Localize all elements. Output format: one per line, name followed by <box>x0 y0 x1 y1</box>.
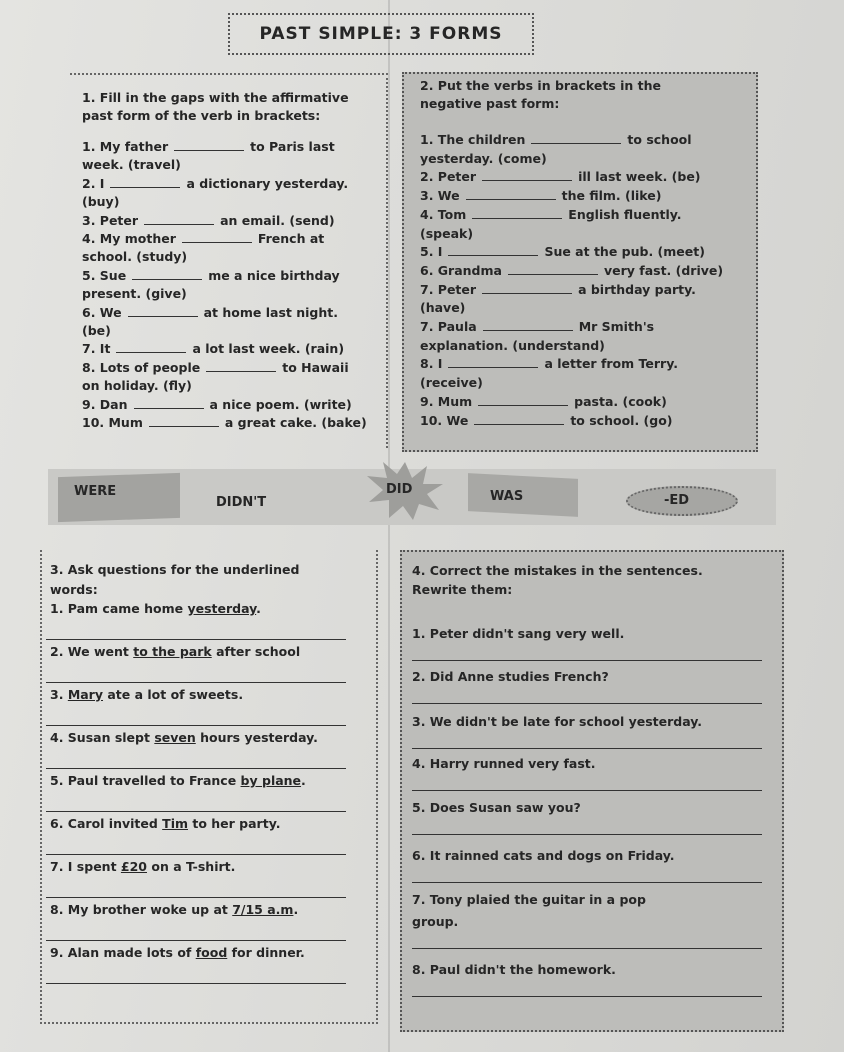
ex3-heading-1: 3. Ask questions for the underlined <box>50 562 300 577</box>
ex1-item-text: on holiday. (fly) <box>82 378 192 394</box>
ex1-item <box>82 176 348 191</box>
ex3-question <box>50 644 300 659</box>
ex1-item-text: 3. Peter <box>82 212 139 228</box>
ex2-item <box>420 207 681 222</box>
ex4-answer-line[interactable] <box>412 790 762 791</box>
ex2-answer-blank[interactable] <box>478 395 568 406</box>
ex1-item-text: (be) <box>82 323 111 338</box>
ex2-item-text: 2. Peter <box>420 169 477 185</box>
ex4-sentence: group. <box>412 914 459 929</box>
ex3-question-end: on a T-shirt. <box>147 859 236 874</box>
ex1-item <box>82 323 111 338</box>
ex2-heading-1: 2. Put the verbs in brackets in the <box>420 78 662 93</box>
ex3-answer-line[interactable] <box>46 897 346 898</box>
ex2-item <box>420 282 696 297</box>
ex3-underlined-word: by plane <box>240 773 302 788</box>
ex3-question-end: after school <box>211 644 301 659</box>
ex1-answer-blank[interactable] <box>128 306 198 317</box>
ex4-answer-line[interactable] <box>412 703 762 704</box>
ex2-item-text: (receive) <box>420 375 483 391</box>
ex1-answer-blank[interactable] <box>174 140 244 151</box>
ex2-item-text: 8. I <box>420 356 443 372</box>
ex4-sentence: 8. Paul didn't the homework. <box>412 962 616 977</box>
ex2-answer-blank[interactable] <box>482 170 572 181</box>
ex1-item <box>82 360 349 375</box>
ex3-question-start: 8. My brother woke up at <box>50 902 233 917</box>
ex2-item <box>420 413 673 428</box>
ex4-answer-line[interactable] <box>412 660 762 661</box>
ex4-answer-line[interactable] <box>412 948 762 949</box>
ex2-item-text-end: Sue at the pub. (meet) <box>544 244 705 260</box>
ex1-item-text: week. (travel) <box>82 157 181 173</box>
ex1-item-text: 5. Sue <box>82 267 127 283</box>
ex2-item <box>420 356 678 371</box>
ex2-item-text-end: pasta. (cook) <box>574 393 667 409</box>
ex1-item <box>82 268 340 283</box>
ex1-answer-blank[interactable] <box>110 177 180 188</box>
did-word: DID <box>386 482 413 497</box>
ex3-question-start: 4. Susan slept <box>50 730 155 745</box>
ex2-heading-2: negative past form: <box>420 96 560 111</box>
ex1-item-text-end: to Hawaii <box>282 359 349 375</box>
ex2-item-text-end: a letter from Terry. <box>544 356 678 372</box>
ex3-question <box>50 816 280 831</box>
ex1-item-text: 8. Lots of people <box>82 359 201 375</box>
ex3-underlined-word: £20 <box>120 859 147 874</box>
ex3-question-start: 6. Carol invited <box>50 816 163 831</box>
ex1-item-text: (buy) <box>82 194 120 210</box>
ex2-item-text: 7. Paula <box>420 319 477 334</box>
ex2-item-text-end: ill last week. (be) <box>578 169 701 185</box>
ex3-question <box>50 773 306 788</box>
ex3-question-start: 7. I spent <box>50 859 121 874</box>
ex3-question-start: 2. We went <box>50 644 134 659</box>
ex3-underlined-word: Mary <box>67 687 103 702</box>
ex1-item <box>82 213 335 228</box>
ex4-answer-line[interactable] <box>412 996 762 997</box>
ex2-item-text-end: English fluently. <box>568 206 682 222</box>
ex1-item-text-end: a nice poem. (write) <box>209 396 352 412</box>
ex2-item-text: 4. Tom <box>420 206 467 222</box>
exercise-4-box <box>400 550 784 1032</box>
ex2-item <box>420 169 701 184</box>
ex4-heading-1: 4. Correct the mistakes in the sentences. <box>412 563 703 578</box>
ex1-item <box>82 415 367 430</box>
ex3-answer-line[interactable] <box>46 725 346 726</box>
ex2-item-text: 7. Peter <box>420 281 477 297</box>
ex3-question-end: . <box>293 902 299 917</box>
ex1-item-text: 10. Mum <box>82 415 143 430</box>
ex1-item <box>82 249 187 264</box>
ex4-heading-2: Rewrite them: <box>412 582 513 597</box>
ex1-heading-1: 1. Fill in the gaps with the affirmative <box>82 90 349 105</box>
ex3-question-end: for dinner. <box>227 945 305 960</box>
ex4-sentence: 7. Tony plaied the guitar in a pop <box>412 892 646 907</box>
ex1-item-text: 1. My father <box>82 139 169 154</box>
ex3-heading-2: words: <box>50 582 98 597</box>
ex3-underlined-word: seven <box>154 730 196 745</box>
ex1-item-text: present. (give) <box>82 286 187 302</box>
ex1-item-text: 7. It <box>82 341 111 357</box>
ex3-question-end: . <box>256 601 261 616</box>
ex2-item <box>420 132 692 147</box>
ex4-sentence: 5. Does Susan saw you? <box>412 800 581 815</box>
ex3-question <box>50 945 305 960</box>
ex2-item <box>420 394 667 409</box>
ex4-sentence: 6. It rainned cats and dogs on Friday. <box>412 848 675 863</box>
ex4-answer-line[interactable] <box>412 882 762 883</box>
ex3-question-start: 9. Alan made lots of <box>50 945 196 960</box>
ex1-item <box>82 397 352 412</box>
ex2-answer-blank[interactable] <box>531 133 621 144</box>
ex2-item <box>420 188 661 203</box>
ex2-item-text: 10. We <box>420 412 469 428</box>
ex2-answer-blank[interactable] <box>448 245 538 256</box>
ex2-item <box>420 151 547 166</box>
ex3-answer-line[interactable] <box>46 639 346 640</box>
ex3-question-end: to her party. <box>188 816 281 831</box>
ex1-item <box>82 157 181 172</box>
ex1-item-text: 2. I <box>82 175 105 191</box>
ex3-question <box>50 687 243 702</box>
ex2-item-text-end: to school <box>627 132 692 147</box>
ex2-item-text: (speak) <box>420 225 474 241</box>
ex3-answer-line[interactable] <box>46 940 346 941</box>
ex1-item-text-end: me a nice birthday <box>208 267 340 283</box>
ex2-item <box>420 244 705 259</box>
ex1-item <box>82 378 192 393</box>
ex1-answer-blank[interactable] <box>134 398 204 409</box>
was-word: WAS <box>490 489 524 504</box>
ex3-question <box>50 601 261 616</box>
ex2-answer-blank[interactable] <box>448 357 538 368</box>
worksheet-title: PAST SIMPLE: 3 FORMS <box>228 13 534 55</box>
ex3-question-start: 5. Paul travelled to France <box>50 773 241 788</box>
ex4-answer-line[interactable] <box>412 748 762 749</box>
ex3-answer-line[interactable] <box>46 768 346 769</box>
ex2-item-text: 3. We <box>420 188 460 204</box>
ex1-item-text: school. (study) <box>82 249 188 265</box>
ex3-underlined-word: food <box>195 945 228 960</box>
ex2-answer-blank[interactable] <box>466 189 556 200</box>
ex1-item <box>82 194 119 209</box>
ex3-question-end: ate a lot of sweets. <box>103 687 244 702</box>
ex3-answer-line[interactable] <box>46 811 346 812</box>
ex3-question <box>50 859 235 874</box>
ex3-underlined-word: yesterday <box>187 601 257 616</box>
ex2-item-text: yesterday. (come) <box>420 150 547 166</box>
ex2-item <box>420 338 605 353</box>
ex2-answer-blank[interactable] <box>483 320 573 331</box>
ex3-underlined-word: to the park <box>133 644 212 659</box>
were-word: WERE <box>74 484 117 499</box>
ex1-item-text-end: an email. (send) <box>220 212 335 228</box>
ex1-item-text: 6. We <box>82 304 122 320</box>
ed-word: -ED <box>664 493 690 508</box>
ex3-answer-line[interactable] <box>46 854 346 855</box>
ex3-question-end: hours yesterday. <box>195 730 318 745</box>
ex4-sentence: 3. We didn't be late for school yesterday. <box>412 714 703 729</box>
ex4-answer-line[interactable] <box>412 834 762 835</box>
ex1-item <box>82 305 338 320</box>
ex1-answer-blank[interactable] <box>144 214 214 225</box>
ex3-answer-line[interactable] <box>46 983 346 984</box>
ex2-item-text-end: Mr Smith's <box>578 319 655 334</box>
ex2-item-text-end: the film. (like) <box>561 188 662 204</box>
ex1-answer-blank[interactable] <box>116 342 186 353</box>
ex2-item <box>420 263 723 278</box>
ex3-question <box>50 730 318 745</box>
ex1-item-text-end: French at <box>257 231 325 246</box>
ex2-item-text: 5. I <box>420 244 443 260</box>
ex1-item <box>82 286 187 301</box>
ex2-item <box>420 319 654 334</box>
ex2-item <box>420 300 465 315</box>
ex3-question <box>50 902 298 917</box>
ex2-item-text: 9. Mum <box>420 393 473 409</box>
ex2-item-text: (have) <box>420 300 466 316</box>
ex1-item-text-end: at home last night. <box>203 304 338 320</box>
ex2-item-text-end: very fast. (drive) <box>603 262 724 278</box>
ex2-item-text-end: to school. (go) <box>570 412 673 428</box>
ex3-answer-line[interactable] <box>46 682 346 683</box>
ex4-sentence: 1. Peter didn't sang very well. <box>412 626 625 641</box>
ex2-item-text: explanation. (understand) <box>420 337 605 353</box>
ex3-underlined-word: Tim <box>162 816 189 831</box>
ex2-item <box>420 226 473 241</box>
ex1-item <box>82 231 324 246</box>
ex2-answer-blank[interactable] <box>472 208 562 219</box>
ex3-question-start: 1. Pam came home <box>50 601 188 616</box>
ex1-item-text-end: a lot last week. (rain) <box>192 341 345 357</box>
ex3-question-start: 3. <box>50 687 68 702</box>
ex1-item-text-end: to Paris last <box>250 139 335 154</box>
ex1-item-text-end: a great cake. (bake) <box>224 415 367 430</box>
ex1-answer-blank[interactable] <box>182 232 252 243</box>
ex2-item-text-end: a birthday party. <box>578 281 696 297</box>
ex2-item-text: 1. The children <box>420 132 526 147</box>
ex4-sentence: 2. Did Anne studies French? <box>412 669 609 684</box>
ex1-heading-2: past form of the verb in brackets: <box>82 108 321 123</box>
page-fold <box>388 0 390 1052</box>
ex1-answer-blank[interactable] <box>206 361 276 372</box>
ex1-item <box>82 341 344 356</box>
ex3-question-end: . <box>301 773 306 788</box>
ex1-item-text: 9. Dan <box>82 396 128 412</box>
ex2-answer-blank[interactable] <box>508 264 598 275</box>
ex2-answer-blank[interactable] <box>482 283 572 294</box>
ex4-sentence: 4. Harry runned very fast. <box>412 756 596 771</box>
ex2-item-text: 6. Grandma <box>420 262 502 278</box>
ex2-item <box>420 375 483 390</box>
ex3-underlined-word: 7/15 a.m <box>232 902 294 917</box>
ex2-answer-blank[interactable] <box>474 414 564 425</box>
ex1-answer-blank[interactable] <box>149 416 219 427</box>
ex1-item <box>82 139 335 154</box>
didnt-word: DIDN'T <box>216 495 267 510</box>
ex1-item-text-end: a dictionary yesterday. <box>186 175 349 191</box>
ex1-answer-blank[interactable] <box>132 269 202 280</box>
ex1-item-text: 4. My mother <box>82 231 176 246</box>
